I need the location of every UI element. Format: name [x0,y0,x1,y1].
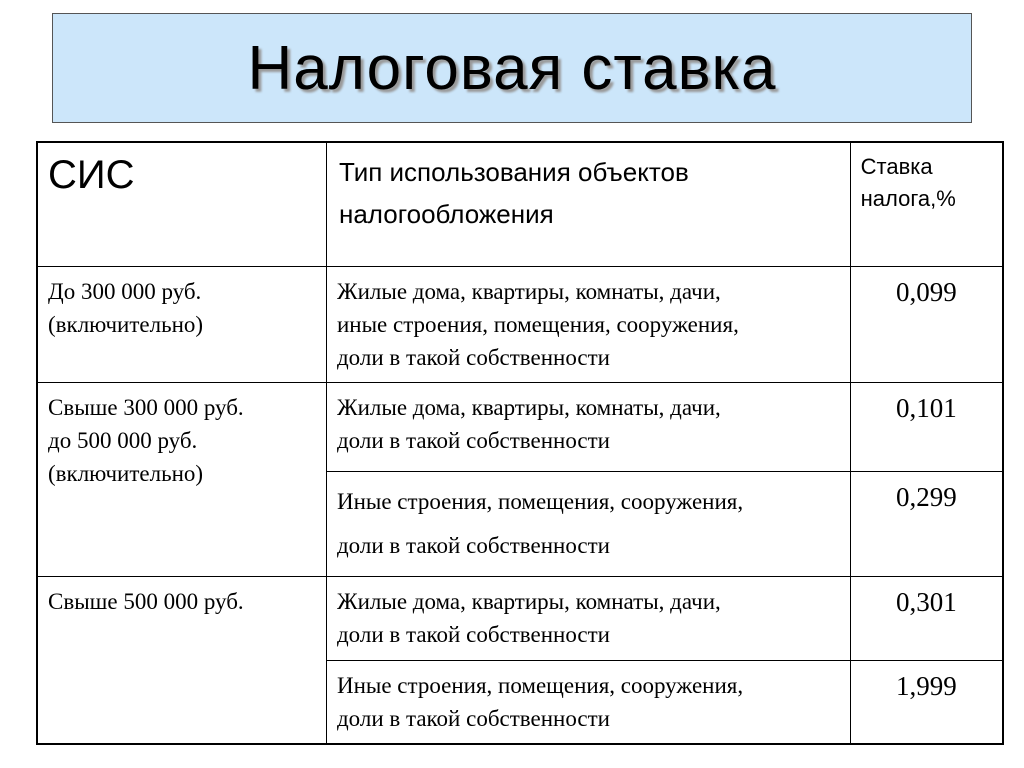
sis-line: До 300 000 руб. [48,278,202,304]
usage-type-cell [326,382,850,471]
header-tax-rate [850,142,1003,266]
usage-type-line: Жилые дома, квартиры, комнаты, дачи, [336,278,721,304]
usage-type-cell [326,266,850,382]
tax-rate-cell: 0,301 [850,576,1003,660]
usage-type-line: Жилые дома, квартиры, комнаты, дачи, [336,394,721,420]
page-title: Налоговая ставка [247,33,777,103]
usage-type-cell [326,576,850,660]
usage-type-line: доли в такой собственности [336,344,610,370]
usage-type-line: Иные строения, помещения, сооружения, [336,672,744,698]
tax-rate-cell: 1,999 [850,660,1003,744]
sis-cell [37,382,326,576]
usage-type-line: доли в такой собственности [336,705,610,731]
tax-rate-table [36,141,1004,745]
sis-line: (включительно) [48,311,204,337]
usage-type-line: доли в такой собственности [336,427,610,453]
title-banner [52,13,972,123]
sis-cell [37,576,326,744]
header-usage-type-line: Тип использования объектов [338,157,689,187]
table-row [37,576,1003,660]
header-sis: СИС [37,142,326,266]
table-row [37,266,1003,382]
sis-line: (включительно) [48,460,204,486]
usage-type-line: Иные строения, помещения, сооружения, [336,488,744,514]
usage-type-line: доли в такой собственности [336,532,610,558]
tax-rate-cell: 0,101 [850,382,1003,471]
tax-rate-cell: 0,299 [850,471,1003,576]
header-usage-type-line: налогообложения [338,199,554,229]
sis-cell [37,266,326,382]
header-tax-rate-line: налога,% [860,186,956,211]
tax-rate-cell: 0,099 [850,266,1003,382]
sis-line: Свыше 300 000 руб. [48,394,244,420]
usage-type-line: Жилые дома, квартиры, комнаты, дачи, [336,588,721,614]
sis-line: Свыше 500 000 руб. [48,588,244,614]
usage-type-line: иные строения, помещения, сооружения, [336,311,739,337]
usage-type-cell [326,471,850,576]
table-header-row [37,142,1003,266]
sis-line: до 500 000 руб. [48,427,198,453]
table-row [37,382,1003,471]
usage-type-cell [326,660,850,744]
usage-type-line: доли в такой собственности [336,621,610,647]
header-usage-type [326,142,850,266]
header-tax-rate-line: Ставка [860,154,933,179]
